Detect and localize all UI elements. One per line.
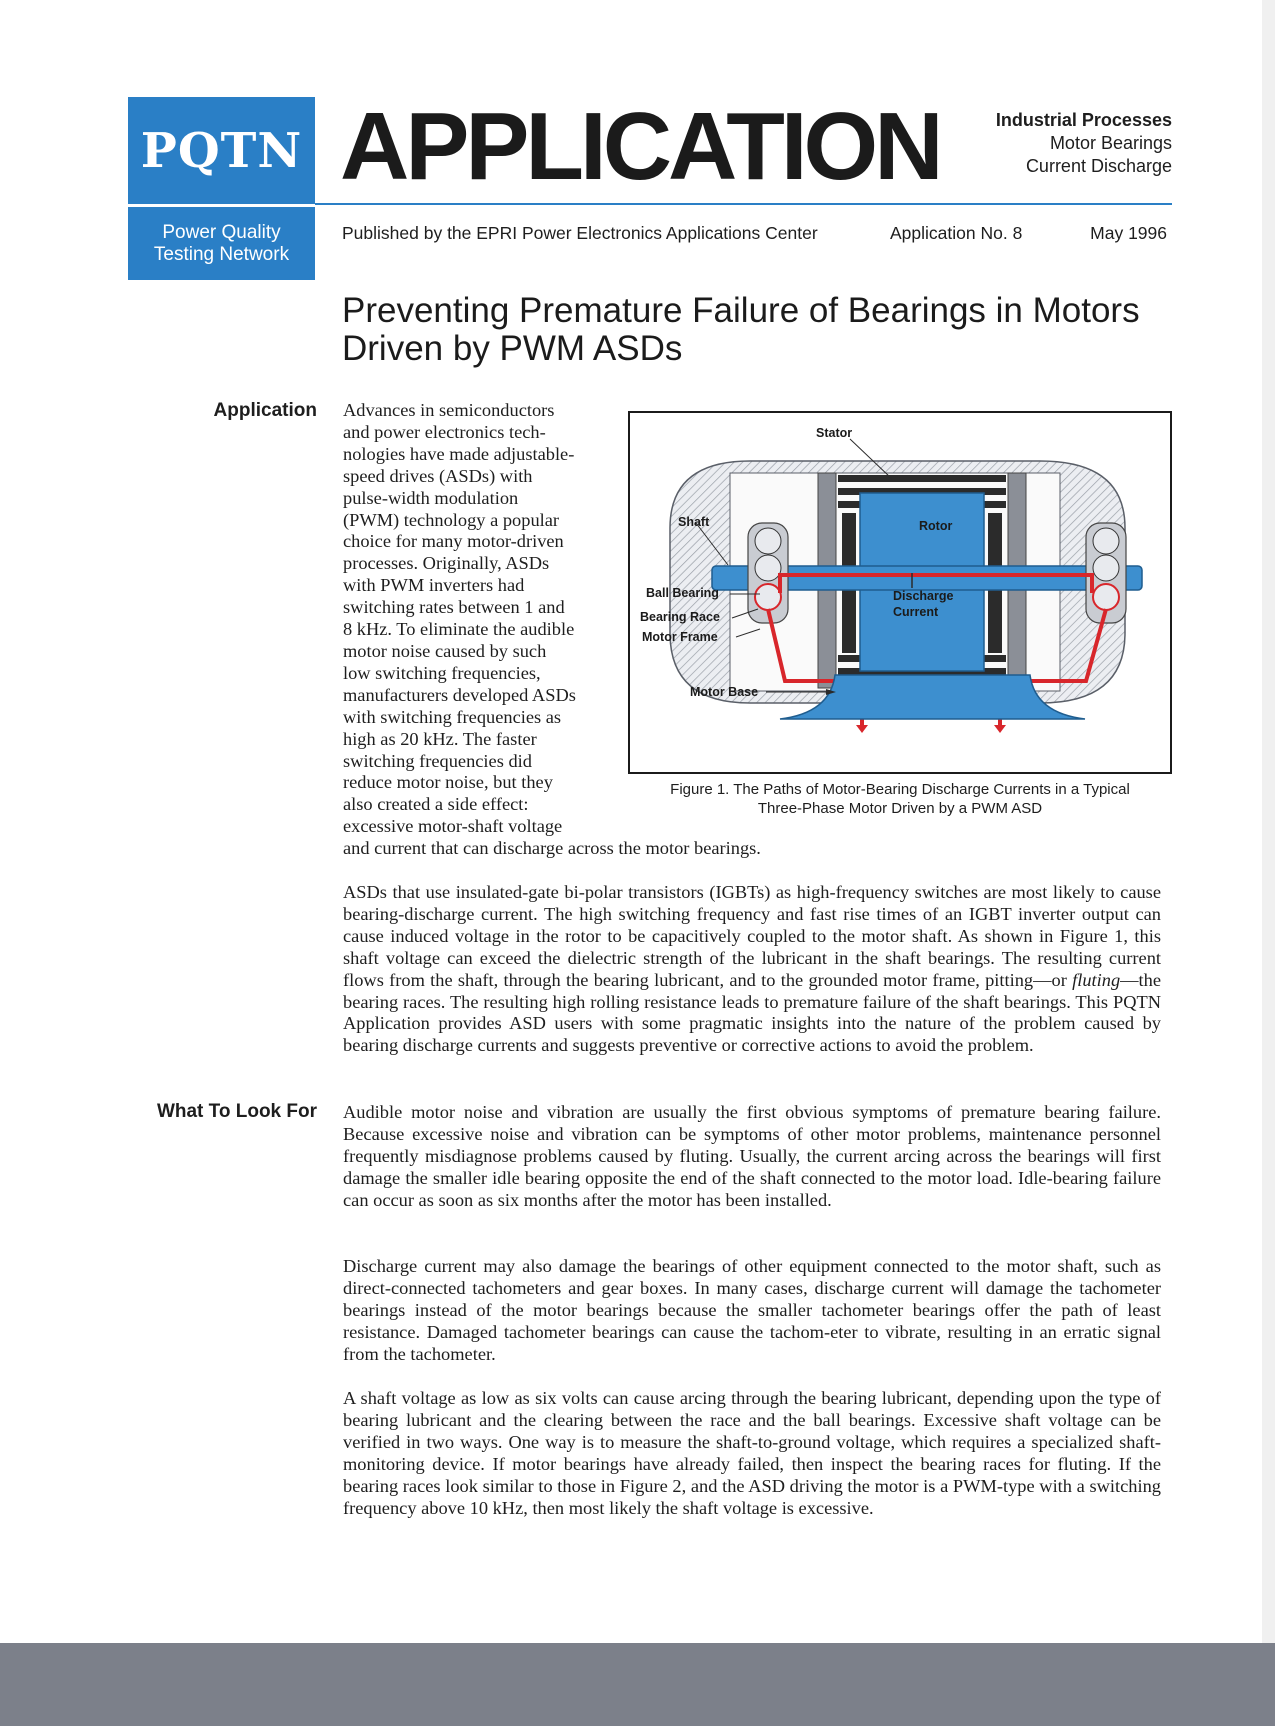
section-label-application: Application	[213, 400, 317, 421]
text-line: low switching frequencies,	[343, 662, 541, 683]
publication-info	[342, 223, 1167, 247]
text-line: also created a side effect:	[343, 794, 529, 815]
label-bearing-race: Bearing Race	[640, 610, 720, 624]
text-line: speed drives (ASDs) with	[343, 465, 533, 486]
caption-line-1: Figure 1. The Paths of Motor-Bearing Discharge Currents in a Typical	[670, 781, 1130, 798]
paragraph-look-1: Audible motor noise and vibration are usually the first obvious symptoms of premature bearing failure. Because excessive noise and vibration can be symptoms of other motor problems, maintenance personnel frequently misdiagnose problems caused by fluting. Usually, the current arcing across the bearings will first damage the smaller idle bearing opposite the end of the shaft connected to the motor load. Idle-bearing failure can occur as soon as six months after the motor has been installed.	[343, 1102, 1161, 1210]
caption-line-2: Three-Phase Motor Driven by a PWM ASD	[757, 800, 1043, 817]
network-line-2: Testing Network	[153, 243, 290, 265]
scan-edge	[1262, 0, 1275, 1643]
text-line: switching rates between 1 and	[343, 597, 565, 618]
masthead-divider	[315, 203, 1172, 205]
topic-item: Industrial Processes	[995, 110, 1172, 130]
paragraph-look-2: Discharge current may also damage the bearings of other equipment connected to the motor shaft, such as direct-connected tachometers and gear boxes. In many cases, discharge current will damage the tachometer bearings instead of the motor bearings because the smaller tachometer bearings offer the path of least resistance. Damaged tachometer bearings can cause the tachom-eter to vibrate, resulting in an erratic signal from the tachometer.	[343, 1256, 1161, 1364]
application-column-text	[343, 400, 611, 838]
ground-arrow-left	[856, 725, 868, 733]
topic-list	[996, 109, 1172, 178]
title-line-2: Driven by PWM ASDs	[342, 329, 683, 368]
text-line: 8 kHz. To eliminate the audible	[343, 619, 575, 640]
scanner-bed-strip	[0, 1643, 1275, 1726]
text-line: processes. Originally, ASDs	[343, 553, 550, 574]
paragraph-text: —the bearing races. The resulting high rolling resistance leads to premature failure of the shaft bearings. This PQTN Application provides ASD users with some pragmatic insights into the nature of the problem caused by bearing discharge currents and suggests preventive or corrective actions to avoid the problem.	[343, 969, 1161, 1056]
fluting-term: fluting	[1072, 969, 1121, 990]
paragraph-text: ASDs that use insulated-gate bi-polar transistors (IGBTs) as high-frequency switches are most likely to cause bearing-discharge current. The high switching frequency and fast rise times of an IGBT inverter output can cause induced voltage in the rotor to be capacitively coupled to the motor shaft. As shown in Figure 1, this shaft voltage can exceed the dielectric strength of the lubricant in the shaft bearings. The resulting current flows from the shaft, through the bearing lubricant, and to the grounded motor frame, pitting—or	[343, 882, 1161, 990]
publication-date: May 1996	[1090, 223, 1167, 243]
text-line: and power electronics tech-	[343, 421, 546, 442]
text-line: motor noise caused by such	[343, 640, 547, 661]
masthead-title: APPLICATION	[340, 93, 940, 200]
pqtn-logo: PQTN	[128, 97, 315, 204]
text-line: (PWM) technology a popular	[343, 509, 560, 530]
section-label-what-to-look-for: What To Look For	[156, 1101, 317, 1122]
text-line: with switching frequencies as	[343, 706, 562, 727]
text-line: high as 20 kHz. The faster	[343, 728, 537, 749]
figure-1	[628, 411, 1172, 774]
text-line: Advances in semiconductors	[343, 400, 555, 420]
label-rotor: Rotor	[919, 519, 953, 533]
network-name-box	[128, 207, 315, 280]
paragraph-igbt	[343, 882, 1161, 1057]
figure-1-caption	[628, 780, 1172, 818]
text-line: switching frequencies did	[343, 750, 532, 771]
label-ball-bearing: Ball Bearing	[646, 586, 719, 600]
label-discharge: Discharge	[893, 589, 954, 603]
text-line: choice for many motor-driven	[343, 531, 564, 552]
label-shaft: Shaft	[678, 515, 710, 529]
title-line-1: Preventing Premature Failure of Bearings in Motors	[342, 291, 1140, 330]
label-motor-base: Motor Base	[690, 685, 759, 699]
ground-arrow-right	[994, 725, 1006, 733]
text-line: reduce motor noise, but they	[343, 772, 553, 793]
application-last-line: and current that can discharge across the motor bearings.	[343, 838, 761, 858]
publisher-text: Published by the EPRI Power Electronics Applications Center	[342, 223, 818, 243]
motor-diagram	[630, 413, 1170, 772]
page-title	[342, 292, 1172, 368]
topic-item: Current Discharge	[1025, 156, 1172, 176]
text-line: manufacturers developed ASDs	[343, 684, 576, 705]
paragraph-look-3: A shaft voltage as low as six volts can cause arcing through the bearing lubricant, depending upon the type of bearing lubricant and the clearing between the race and the ball bearings. Excessive shaft voltage can be verified in two ways. One way is to measure the shaft-to-ground voltage, which requires a specialized shaft-monitoring device. If motor bearings have already failed, then inspect the bearing races for fluting. If the bearing races look similar to those in Figure 2, and the ASD driving the motor is a PWM-type with a switching frequency above 10 kHz, then most likely the shaft voltage is excessive.	[343, 1388, 1161, 1518]
text-line: nologies have made adjustable-	[343, 443, 575, 464]
text-line: pulse-width modulation	[343, 487, 519, 508]
application-number: Application No. 8	[890, 223, 1023, 243]
network-line-1: Power Quality	[162, 221, 281, 243]
text-line: excessive motor-shaft voltage	[343, 816, 563, 837]
label-stator: Stator	[816, 426, 853, 440]
label-motor-frame: Motor Frame	[642, 630, 718, 644]
topic-item: Motor Bearings	[1049, 133, 1172, 153]
text-line: with PWM inverters had	[343, 575, 525, 596]
label-current: Current	[893, 605, 939, 619]
